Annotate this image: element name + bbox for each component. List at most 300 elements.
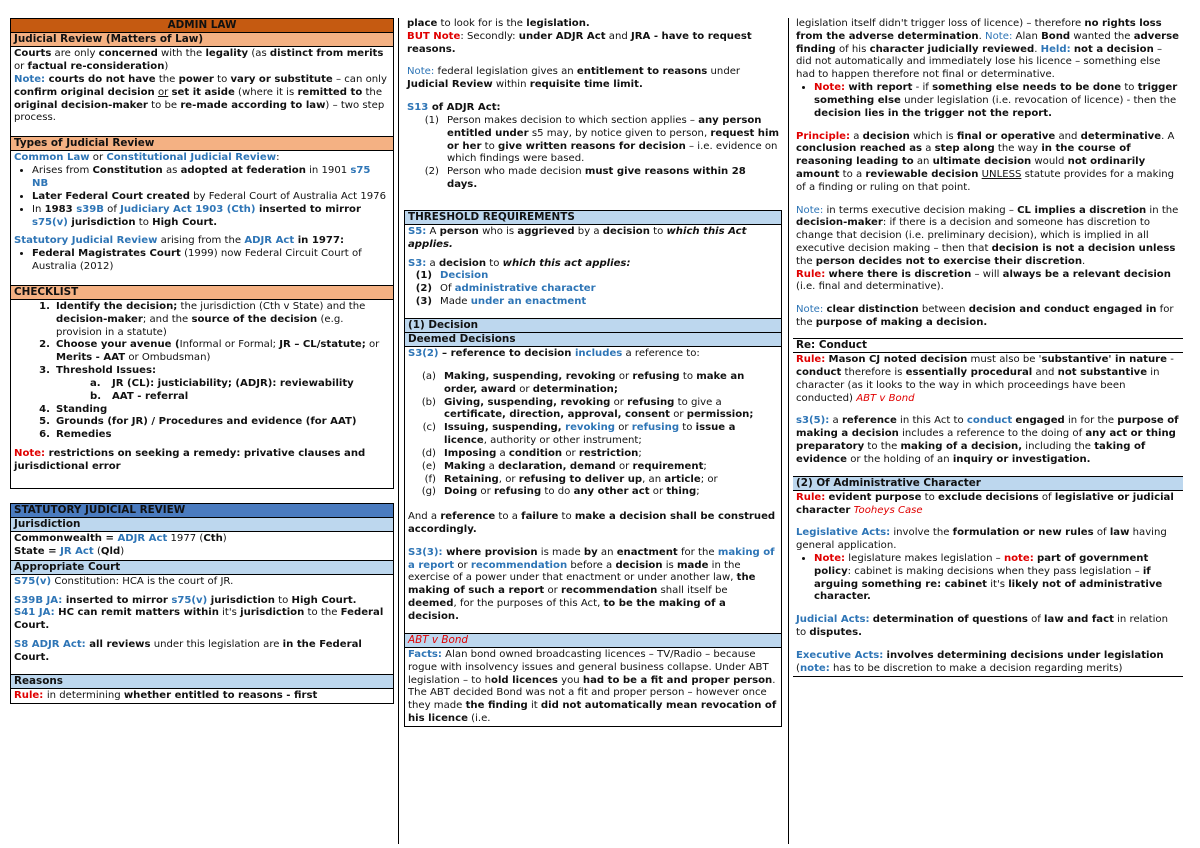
text-run: had to be a fit and proper person [582, 674, 773, 686]
numbered-list [407, 115, 779, 192]
text-run: jurisdiction [207, 594, 275, 606]
text-run: re-made according to law [180, 99, 326, 111]
text-run: Legislative Acts: [796, 527, 891, 539]
text-run: Judicial Acts: [796, 614, 870, 626]
paragraph [14, 74, 390, 125]
text-run: certificate, direction, approval, consent [444, 409, 670, 421]
text-run: – i.e. evidence on which findings were based. [447, 140, 778, 165]
text-run: Note: [814, 82, 846, 94]
text-run: Person who made decision [447, 166, 585, 178]
text-run: final or operative [956, 130, 1056, 142]
text-run: - [1167, 354, 1174, 366]
text-run: decision is not a decision unless [991, 243, 1176, 254]
text-run: a [922, 143, 935, 155]
text-run: formulation or new rules [952, 527, 1094, 539]
text-run: wanted the [1070, 30, 1134, 42]
paragraph [14, 448, 390, 474]
text-run: permission; [686, 409, 754, 421]
text-run: a [496, 447, 509, 459]
list-number: (1) [424, 114, 439, 126]
text-run: – reference to decision [438, 348, 575, 360]
text-run: ) [222, 532, 227, 544]
text-run: any other act [573, 486, 650, 498]
list-number: 3. [39, 365, 50, 377]
text-run: character judicially reviewed [869, 43, 1035, 55]
text-run: Judicial Review [407, 79, 493, 91]
list-item [407, 115, 779, 166]
list-text [56, 416, 390, 429]
text-run: Of [440, 283, 455, 295]
text-run: , for the purposes of this Act, [453, 598, 604, 610]
text-run: s75(v) [171, 594, 208, 606]
section-heading: (2) Of Administrative Character [793, 476, 1183, 491]
text-run: Executive Acts: [796, 649, 884, 661]
text-run: ultimate decision [932, 156, 1032, 168]
text-run: thing [666, 486, 697, 498]
text-run: refusing [631, 422, 680, 434]
list-number: (3) [415, 296, 432, 308]
text-run: adverse finding [796, 30, 1180, 55]
text-run: of [103, 203, 121, 215]
text-run: and [605, 30, 631, 42]
text-run: S3: [408, 257, 427, 269]
text-run: concerned [98, 48, 158, 60]
list-item [32, 191, 390, 204]
text-run: under this legislation are [150, 639, 283, 651]
numbered-list [408, 270, 778, 308]
text-run: to [135, 216, 153, 228]
list-text [440, 296, 778, 309]
text-run: old licences [491, 674, 558, 686]
text-run: requisite time limit. [529, 79, 643, 91]
text-run: trigger something else [814, 82, 1178, 106]
text-run: has to be discretion to make a decision regarding merits) [829, 662, 1123, 674]
text-run: make an order, award [444, 371, 745, 395]
text-run: (1999) now Federal Circuit Court of Australia (2012) [32, 248, 362, 272]
text-run: of ADJR Act: [428, 102, 501, 114]
text-run: a [850, 130, 863, 142]
bullet-list [796, 82, 1180, 120]
bullet-list [796, 553, 1180, 604]
text-run: jurisdiction [240, 607, 305, 619]
text-run: it's [218, 607, 241, 619]
text-run: an [597, 546, 617, 558]
paragraph [14, 533, 390, 546]
list-item [408, 270, 778, 283]
text-run: by Federal Court of Australia Act 1976 [189, 190, 387, 202]
text-run: shall itself be [657, 585, 728, 597]
text-run: purpose of making a decision. [815, 317, 988, 329]
text-run: or [477, 486, 494, 498]
text-run: or [615, 371, 633, 383]
paragraph [14, 595, 390, 608]
text-run: Statutory Judicial Review [14, 235, 158, 247]
list-item [32, 165, 390, 191]
text-run: the [796, 255, 816, 267]
text-run: Grounds (for JR) / Procedures and evidence (for AAT) [56, 416, 357, 428]
section-heading: Deemed Decisions [405, 333, 781, 347]
text-run: Imposing [444, 447, 497, 459]
text-run: in character (as it looks to the way in which proceedings have been conducted) [796, 366, 1160, 404]
text-run: Made [440, 296, 471, 308]
paragraph [14, 639, 390, 665]
text-run: entitlement to reasons [576, 66, 708, 78]
text-run: S3(2) [408, 348, 439, 360]
text-run: inserted to mirror [65, 594, 172, 606]
text-run: Facts: [408, 648, 442, 660]
list-item [32, 248, 390, 274]
text-run: , authority or other instrument; [483, 435, 642, 447]
paragraph [408, 547, 778, 624]
text-run: Arises from [32, 165, 93, 177]
list-text [444, 422, 778, 448]
text-run: S75(v) [14, 575, 52, 587]
text-run: Choose your avenue ( [56, 339, 180, 351]
text-run: clear distinction [826, 304, 919, 316]
checklist-subitem [14, 391, 390, 404]
text-run: to [649, 225, 667, 237]
text-run: S3(3): [408, 546, 447, 558]
text-run: Merits - AAT [56, 352, 126, 364]
paragraph [408, 649, 778, 726]
column-divider [788, 18, 789, 844]
text-run: before a [567, 559, 616, 571]
text-run: Rule: [796, 491, 826, 503]
text-run: vary or substitute [230, 74, 333, 86]
text-run: to a [839, 168, 866, 180]
text-run: for the [677, 546, 718, 558]
text-run: refusing [493, 486, 542, 498]
paragraph [408, 258, 778, 271]
text-run: in relation to [796, 614, 1168, 639]
text-run: to [679, 422, 696, 434]
list-item [407, 166, 779, 192]
text-run: Doing [444, 486, 478, 498]
text-run: aggrieved [517, 225, 575, 237]
text-run: S5: [408, 225, 427, 237]
text-run: Cth [203, 532, 223, 544]
text-run: of [1093, 527, 1110, 539]
list-item [408, 422, 778, 448]
text-run: Judiciary Act 1903 (Cth) [120, 203, 256, 215]
text-run: for the [796, 304, 1174, 329]
text-run: decision [862, 130, 910, 142]
text-run: to [486, 257, 503, 269]
statutory-jr-section [10, 503, 394, 704]
text-run: likely not of administrative character. [814, 578, 1163, 603]
list-text [56, 429, 390, 442]
text-run: Note: [796, 204, 824, 216]
text-run: did not automatically mean revocation of his licence [408, 700, 777, 724]
text-run: determination; [532, 383, 618, 395]
text-run: adopted at federation [180, 165, 306, 177]
list-number: (2) [415, 283, 432, 295]
list-number: (a) [421, 371, 436, 383]
text-run: recommendation [561, 585, 658, 597]
text-run: Note: [814, 553, 846, 565]
list-item [408, 474, 778, 487]
text-run: determinative [1080, 130, 1162, 142]
text-run: reviewable decision [865, 168, 979, 180]
text-run: person [439, 225, 479, 237]
list-number: (g) [421, 486, 436, 498]
text-run: Rule: [796, 268, 826, 280]
text-run: a [426, 257, 439, 269]
paragraph [408, 511, 778, 537]
text-run: BUT Note [407, 30, 461, 42]
text-run: note: [799, 662, 830, 674]
list-text [444, 474, 778, 487]
text-run: confirm original decision [14, 86, 155, 98]
column-3 [793, 18, 1183, 677]
text-run: involves determining decisions under legislation [886, 649, 1164, 661]
text-run: is made [537, 546, 584, 558]
paragraph [14, 546, 390, 559]
text-run: – can only [332, 74, 387, 86]
text-run: decision [438, 257, 487, 269]
list-number: 2. [39, 339, 50, 351]
text-run: person decides not to exercise their discretion [815, 255, 1083, 267]
text-run: decision [602, 225, 650, 237]
text-run: reference [841, 415, 897, 427]
conduct-section [793, 338, 1183, 677]
text-run: ; or [700, 473, 718, 485]
text-run: Mason CJ noted decision [828, 354, 968, 366]
text-run: restriction [578, 447, 639, 459]
text-run: the finding [465, 700, 528, 712]
text-run: the [362, 86, 383, 98]
list-number: (c) [422, 422, 436, 434]
text-run: conduct [966, 415, 1013, 427]
text-run: by [583, 546, 598, 558]
text-run: JR – CL/statute; [279, 339, 366, 351]
text-run: to be the making of a decision. [408, 598, 726, 622]
text-run: includes a reference to the doing of [898, 428, 1086, 440]
text-run: Federal Magistrates Court [32, 248, 181, 260]
text-run: Threshold Issues: [56, 365, 157, 377]
text-run: law and fact [1044, 614, 1114, 626]
text-run: State = [14, 545, 61, 557]
list-item [408, 397, 778, 423]
text-run: of [1038, 491, 1055, 503]
threshold-section [404, 210, 782, 727]
text-run: no rights loss from the adverse determination [796, 18, 1162, 42]
list-text [112, 391, 390, 404]
text-run: jurisdiction [67, 216, 136, 228]
text-run: or [649, 486, 667, 498]
text-run: decision and conduct engaged in [968, 304, 1157, 316]
text-run: making of a report [408, 546, 775, 571]
text-run: ; [703, 460, 707, 472]
text-run: UNLESS [981, 168, 1022, 180]
text-run: S39B JA: [14, 594, 66, 606]
text-run: or [615, 460, 633, 472]
text-run: to give a [674, 396, 722, 408]
paragraph [14, 235, 390, 248]
text-run: a reference to: [622, 348, 700, 360]
text-run: Identify the decision; [56, 301, 178, 312]
paragraph [407, 66, 779, 92]
text-run: you [557, 674, 583, 686]
text-run: not ordinarily amount [796, 156, 1146, 180]
text-run: note: [1003, 553, 1034, 565]
list-number: 4. [39, 403, 50, 415]
text-run: ; and the [142, 313, 192, 325]
text-run: Constitutional Judicial Review [106, 152, 277, 164]
paragraph [796, 18, 1180, 82]
text-run: decision [615, 559, 663, 571]
paragraph [796, 304, 1180, 330]
text-run: or [454, 559, 471, 571]
text-run: AAT - referral [112, 390, 189, 402]
list-item [408, 486, 778, 499]
checklist-item [14, 429, 390, 442]
text-run: declaration, demand [498, 460, 616, 472]
text-run: s3(5): [796, 415, 830, 427]
text-run: an [913, 156, 933, 168]
text-run: reference [440, 511, 496, 523]
section-heading: Appropriate Court [11, 560, 393, 575]
text-run: in 1977: [294, 235, 345, 247]
text-run: substantive' in nature [1041, 354, 1168, 366]
text-run: ; [638, 447, 642, 459]
text-run: JR Act [60, 545, 94, 557]
text-run: by a [574, 225, 603, 237]
text-run: to the [304, 607, 341, 619]
bullet-list [14, 248, 390, 274]
text-run: requirement [632, 460, 704, 472]
list-number: 5. [39, 416, 50, 428]
page-title: ADMIN LAW [11, 19, 393, 33]
text-run: Decision [440, 270, 489, 282]
text-run: give written reasons for decision [498, 140, 686, 152]
text-run: failure [521, 511, 559, 523]
paragraph [407, 102, 779, 115]
text-run: factual re-consideration [27, 61, 165, 73]
text-run: or [515, 383, 533, 395]
text-run: recommendation [470, 559, 568, 571]
section-heading: (1) Decision [405, 318, 781, 333]
text-run: make a decision shall be construed accordingly. [408, 511, 776, 535]
paragraph [796, 527, 1180, 553]
paragraph [796, 415, 1180, 466]
checklist [14, 301, 390, 442]
text-run: ) – two step process. [14, 99, 385, 124]
list-number: 6. [39, 429, 50, 441]
bullet-list [14, 165, 390, 229]
text-run: arising from the [157, 235, 245, 247]
text-run: making of a decision, [900, 440, 1023, 452]
text-run: A [426, 225, 440, 237]
list-text [447, 166, 779, 192]
section-heading: Re: Conduct [793, 339, 1183, 353]
checklist-subitem [14, 378, 390, 391]
text-run: HC can remit matters within [58, 607, 219, 619]
text-run: conduct [796, 366, 842, 378]
text-run: inquiry or investigation. [952, 453, 1091, 465]
list-text [56, 365, 390, 378]
text-run: legislative or judicial character [796, 491, 1174, 516]
text-run: Note: [14, 447, 49, 459]
text-run: under ADJR Act [518, 30, 606, 42]
text-run: and [1055, 130, 1081, 142]
list-number: b. [90, 390, 102, 402]
text-run: the making of such a report [408, 572, 756, 597]
text-run: the [155, 74, 179, 86]
list-text [444, 448, 778, 461]
text-run: High Court. [152, 216, 218, 228]
list-text [444, 486, 778, 499]
text-run: CL implies a discretion [1017, 204, 1147, 216]
section-heading: Judicial Review (Matters of Law) [11, 33, 393, 47]
text-run: in 1901 [305, 165, 351, 177]
text-run: conclusion reached as [796, 143, 923, 155]
text-run: . [1034, 43, 1041, 55]
text-run: in the [1146, 204, 1179, 216]
text-run: : [276, 152, 280, 164]
text-run: purpose of making a decision [796, 415, 1179, 440]
paragraph [407, 18, 779, 31]
text-run: therefore is [841, 366, 906, 378]
column-divider [398, 18, 399, 844]
text-run: original decision-maker [14, 99, 148, 111]
text-run: 1983 [44, 203, 77, 215]
paragraph [796, 492, 1180, 518]
text-run: ABT v Bond [856, 392, 915, 404]
text-run: in determining [46, 689, 124, 701]
text-run: legislature makes legislation – [845, 553, 1004, 565]
paragraph [796, 131, 1180, 195]
text-run: , or [498, 473, 519, 485]
text-run: S41 JA: [14, 607, 59, 619]
section-heading: CHECKLIST [11, 285, 393, 300]
text-run: S13 [407, 102, 429, 114]
text-run: . A [1161, 130, 1175, 142]
list-text [56, 339, 390, 365]
text-run: always be a relevant decision [1002, 268, 1171, 280]
text-run: courts do not have [48, 74, 156, 86]
text-run: or [615, 422, 632, 434]
text-run: ; [696, 486, 700, 498]
text-run: Informal or Formal; [179, 339, 280, 351]
text-run: to do [541, 486, 574, 498]
text-run: request him or her [447, 127, 779, 152]
text-run: to [481, 140, 498, 152]
text-run: Remedies [56, 429, 112, 441]
text-run: or [669, 409, 687, 421]
section-heading: STATUTORY JUDICIAL REVIEW [11, 504, 393, 518]
text-run: the jurisdiction (Cth v State) and the [177, 301, 366, 312]
text-run: refusing [632, 371, 680, 383]
text-run: to [921, 491, 938, 503]
text-run: legislation. [526, 18, 590, 29]
text-run: Held: [1040, 43, 1071, 55]
text-run: and [1032, 366, 1058, 378]
text-run: of [1027, 614, 1045, 626]
text-run: law [1109, 527, 1130, 539]
text-run: s39B [76, 203, 104, 215]
text-run: Qld [100, 545, 121, 557]
text-run: refusing [627, 396, 675, 408]
text-run: Tooheys Case [853, 504, 923, 516]
text-run: where provision [446, 546, 538, 558]
text-run: restrictions on seeking a remedy: privative clauses and jurisdictional error [14, 447, 366, 472]
text-run: or [544, 585, 562, 597]
section-heading: Jurisdiction [11, 518, 393, 532]
text-run: distinct from merits [269, 48, 384, 60]
text-run: decision-maker [56, 313, 143, 325]
text-run: of his [835, 43, 870, 55]
